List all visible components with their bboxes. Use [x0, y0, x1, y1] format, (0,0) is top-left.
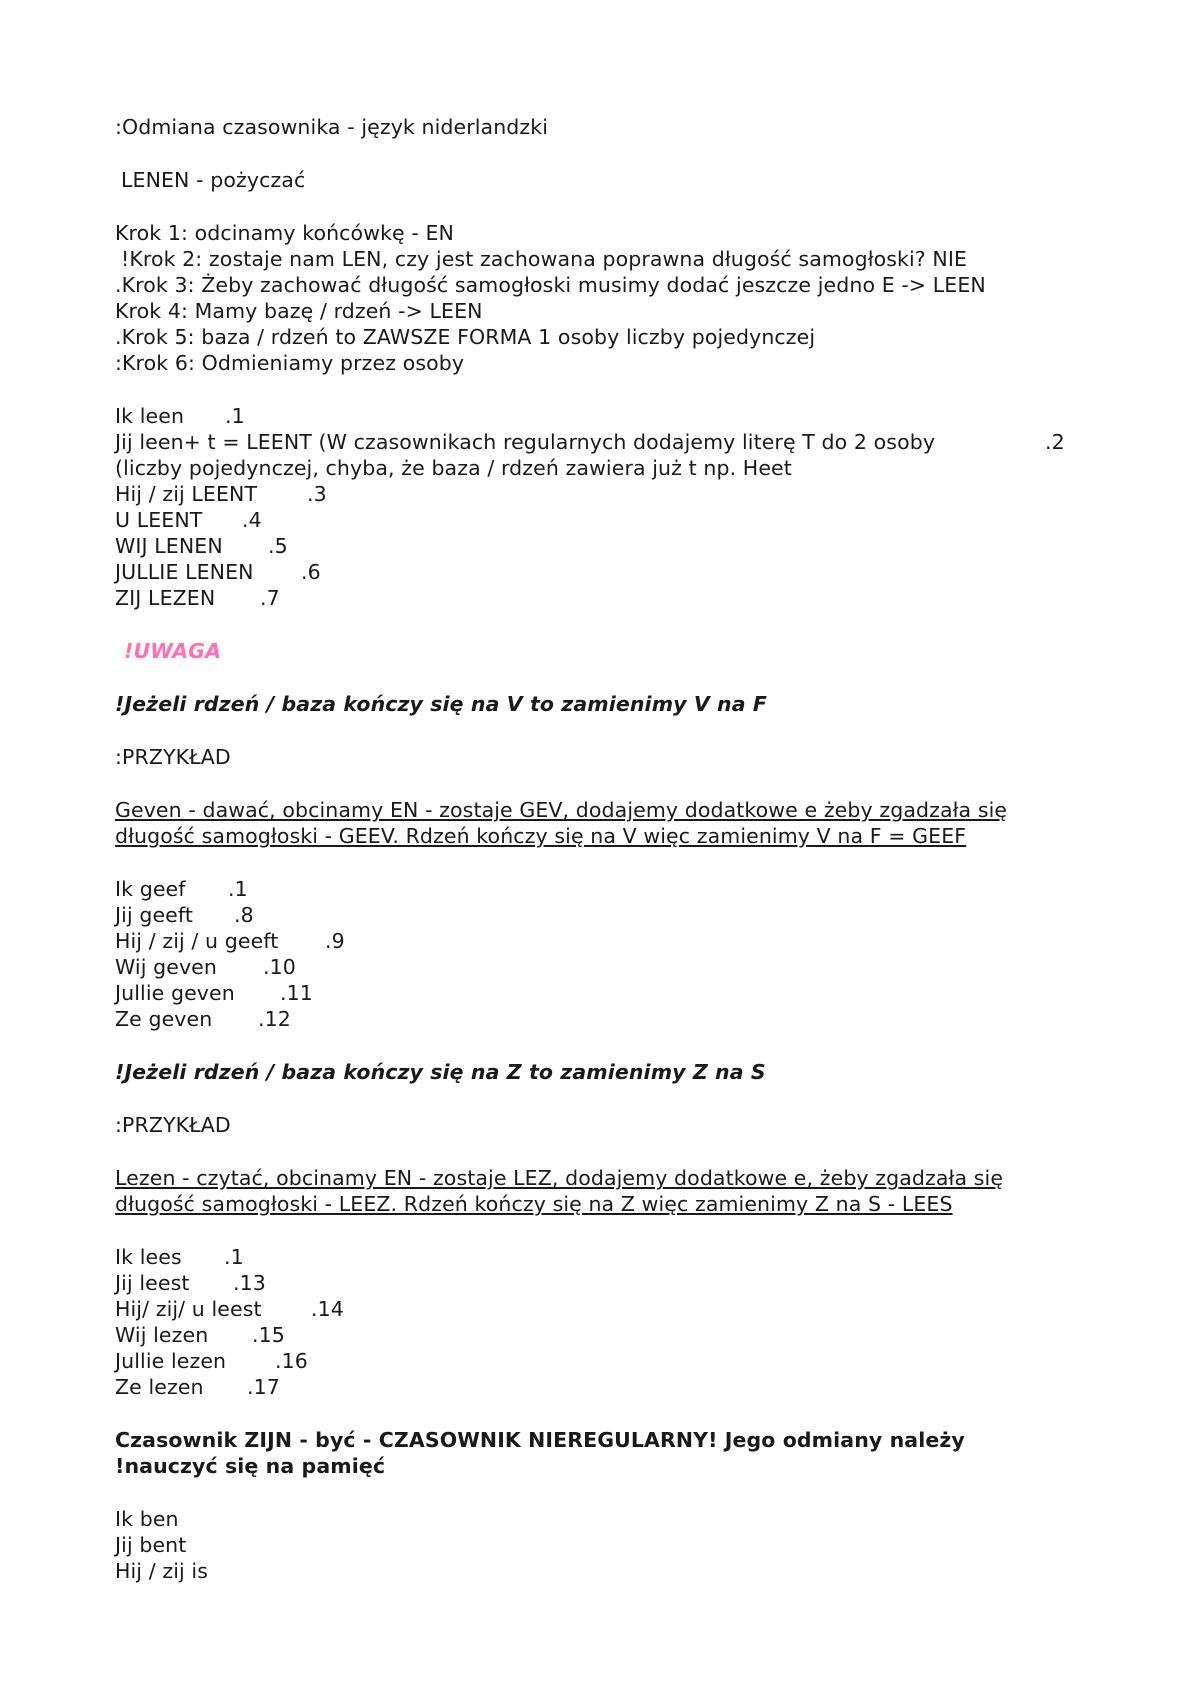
- step-4: Krok 4: Mamy bazę / rdzeń -> LEEN: [115, 299, 483, 323]
- conj-number: .6: [301, 560, 321, 584]
- conj-form: Wij lezen: [115, 1323, 209, 1347]
- conj-form: U LEENT: [115, 508, 203, 532]
- conj-form: Hij / zij / u geeft: [115, 929, 279, 953]
- conj-number: .17: [247, 1375, 280, 1399]
- conj-line: [115, 1296, 344, 1322]
- conj-form: (liczby pojedynczej, chyba, że baza / rdzeń zawiera już t np. Heet: [115, 456, 792, 480]
- conj-number: .4: [242, 508, 262, 532]
- zijn-conj-line: Hij / zij is: [115, 1559, 208, 1583]
- rule-z-to-s: !Jeżeli rdzeń / baza kończy się na Z to zamienimy Z na S: [115, 1060, 766, 1084]
- document-title: :Odmiana czasownika - język niderlandzki: [115, 115, 549, 139]
- conj-line: [115, 928, 345, 954]
- conj-line: [115, 481, 327, 507]
- step-6: :Krok 6: Odmieniamy przez osoby: [115, 351, 465, 375]
- conj-number: .10: [263, 955, 296, 979]
- conj-number: .7: [260, 586, 280, 610]
- geven-example-line: długość samogłoski - GEEV. Rdzeń kończy się na V więc zamienimy V na F = GEEF: [115, 824, 967, 848]
- conj-form: Wij geven: [115, 955, 217, 979]
- conj-line: [115, 585, 280, 611]
- geven-example-line: Geven - dawać, obcinamy EN - zostaje GEV, dodajemy dodatkowe e żeby zgadzała się: [115, 798, 1008, 822]
- zijn-conj-line: Ik ben: [115, 1507, 179, 1531]
- conj-number: .8: [234, 903, 254, 927]
- conj-number: .2: [1045, 430, 1065, 454]
- conj-form: Ik geef: [115, 877, 186, 901]
- conj-number: .15: [252, 1323, 285, 1347]
- conj-number: .16: [275, 1349, 308, 1373]
- conj-form: Jij leest: [115, 1271, 190, 1295]
- conj-form: Ik lees: [115, 1245, 182, 1269]
- conj-number: .3: [307, 482, 327, 506]
- conj-form: Ze geven: [115, 1007, 213, 1031]
- conj-form: Jij geeft: [115, 903, 193, 927]
- zijn-heading-line: Czasownik ZIJN - być - CZASOWNIK NIEREGULARNY! Jego odmiany należy: [115, 1428, 965, 1452]
- conj-line: [115, 902, 254, 928]
- conj-number: .1: [224, 1245, 244, 1269]
- example-label: :PRZYKŁAD: [115, 1113, 231, 1137]
- conj-form: Ik leen: [115, 404, 185, 428]
- conj-form: Hij / zij LEENT: [115, 482, 258, 506]
- lezen-example-line: Lezen - czytać, obcinamy EN - zostaje LEZ, dodajemy dodatkowe e, żeby zgadzała się: [115, 1166, 1004, 1190]
- step-1: Krok 1: odcinamy końcówkę - EN: [115, 221, 454, 245]
- conj-line: [115, 1270, 266, 1296]
- conj-line: [115, 1322, 285, 1348]
- conj-line: [115, 954, 296, 980]
- conj-line: [115, 533, 288, 559]
- conj-form: Ze lezen: [115, 1375, 204, 1399]
- rule-v-to-f: !Jeżeli rdzeń / baza kończy się na V to zamienimy V na F: [115, 692, 768, 716]
- conj-line: [115, 429, 1090, 455]
- conj-line: [115, 455, 792, 481]
- zijn-conj-line: Jij bent: [115, 1533, 187, 1557]
- conj-form: ZIJ LEZEN: [115, 586, 216, 610]
- conj-line: [115, 1006, 291, 1032]
- conj-line: [115, 559, 321, 585]
- conj-number: .13: [233, 1271, 266, 1295]
- conj-form: JULLIE LENEN: [115, 560, 254, 584]
- conj-number: .14: [311, 1297, 344, 1321]
- conj-line: [115, 876, 248, 902]
- step-3: .Krok 3: Żeby zachować długość samogłoski musimy dodać jeszcze jedno E -> LEEN: [115, 273, 986, 297]
- conj-number: .9: [325, 929, 345, 953]
- conj-number: .5: [268, 534, 288, 558]
- step-2: !Krok 2: zostaje nam LEN, czy jest zachowana poprawna długość samogłoski? NIE: [121, 247, 968, 271]
- uwaga-heading: !UWAGA: [124, 639, 222, 663]
- conj-line: [115, 980, 313, 1006]
- step-5: .Krok 5: baza / rdzeń to ZAWSZE FORMA 1 osoby liczby pojedynczej: [115, 325, 816, 349]
- zijn-heading-line: !nauczyć się na pamięć: [115, 1454, 386, 1478]
- conj-line: [115, 403, 245, 429]
- conj-form: WIJ LENEN: [115, 534, 223, 558]
- lezen-example-line: długość samogłoski - LEEZ. Rdzeń kończy się na Z więc zamienimy Z na S - LEES: [115, 1192, 953, 1216]
- conj-line: [115, 1244, 244, 1270]
- example-label: :PRZYKŁAD: [115, 745, 231, 769]
- conj-form: Jij leen+ t = LEENT (W czasownikach regularnych dodajemy literę T do 2 osoby: [115, 430, 936, 454]
- conj-number: .12: [258, 1007, 291, 1031]
- conj-number: .1: [228, 877, 248, 901]
- conj-line: [115, 1348, 308, 1374]
- conj-form: Hij/ zij/ u leest: [115, 1297, 262, 1321]
- conj-form: Jullie lezen: [115, 1349, 227, 1373]
- conj-number: .11: [280, 981, 313, 1005]
- conj-line: [115, 1374, 280, 1400]
- conj-form: Jullie geven: [115, 981, 235, 1005]
- conj-line: [115, 507, 262, 533]
- conj-number: .1: [225, 404, 245, 428]
- verb-heading: LENEN - pożyczać: [121, 168, 306, 192]
